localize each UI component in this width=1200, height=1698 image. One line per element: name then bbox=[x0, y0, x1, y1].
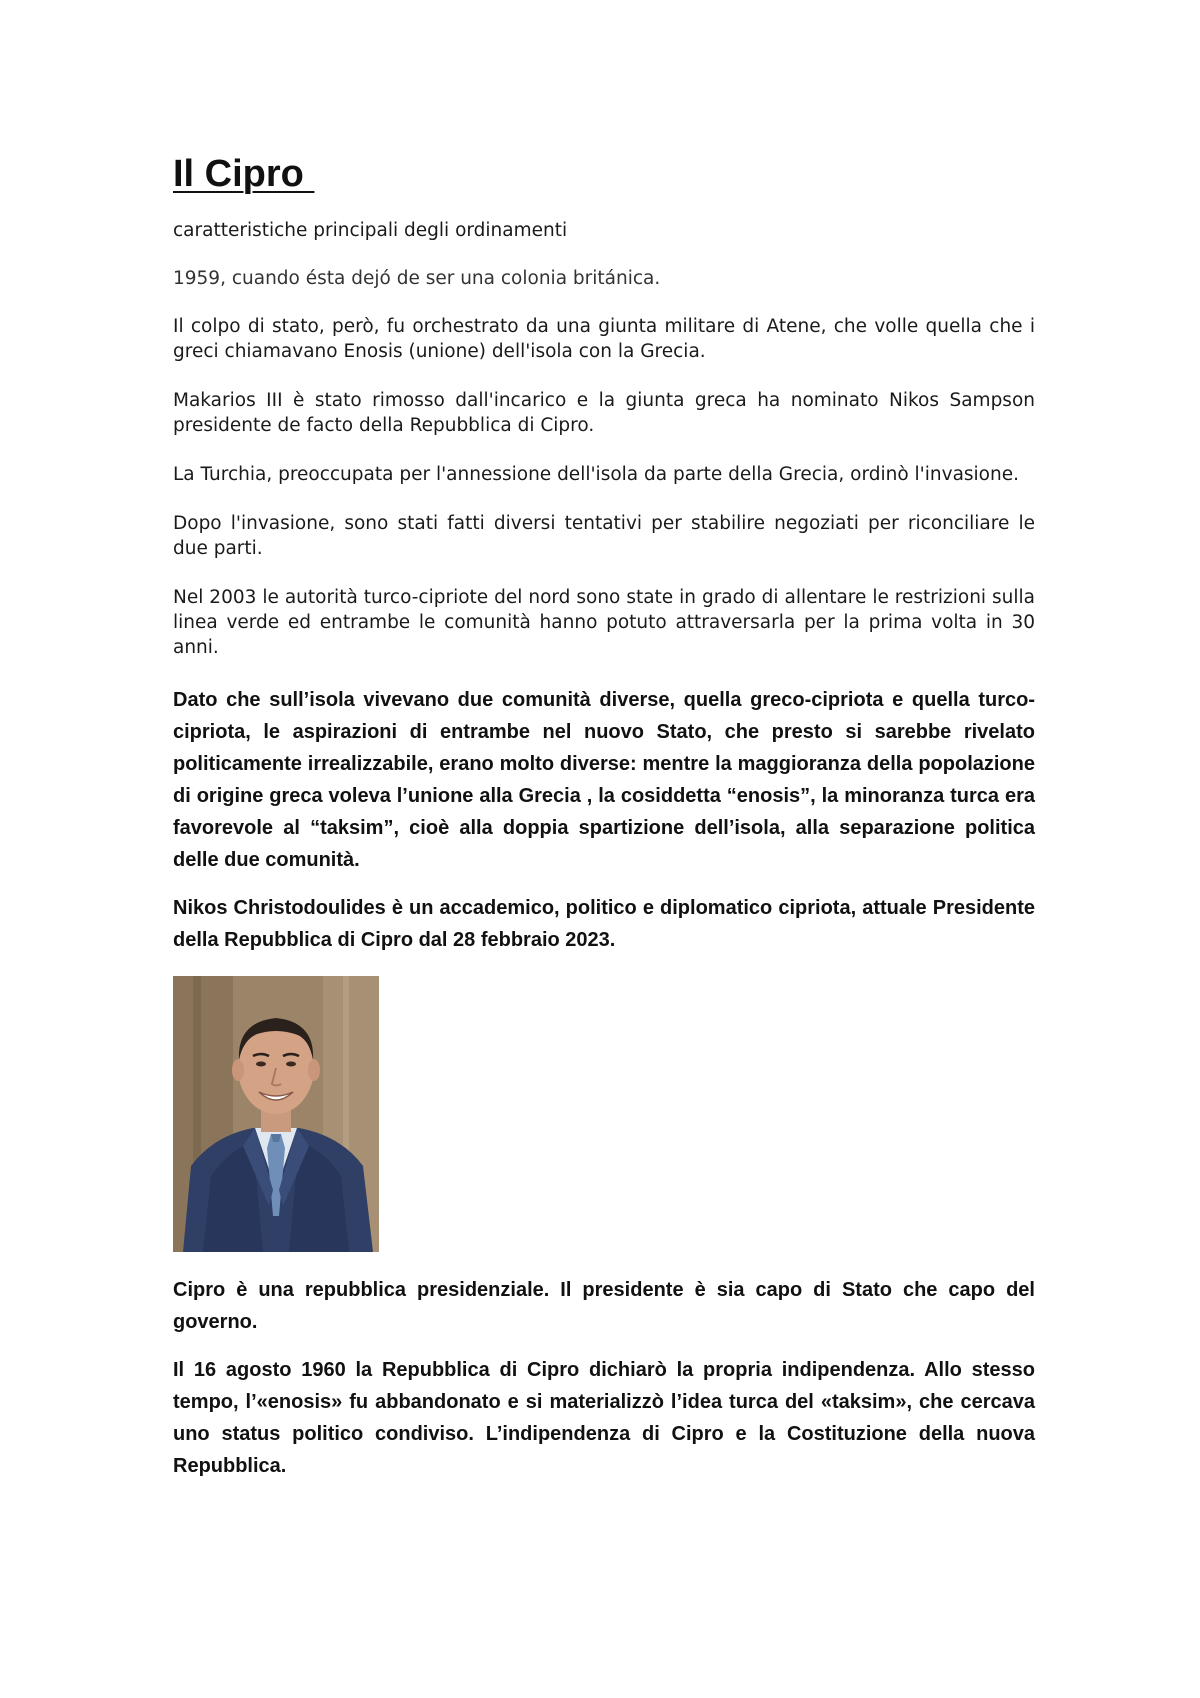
portrait-photo bbox=[173, 976, 379, 1252]
document-subtitle: caratteristiche principali degli ordinamenti bbox=[173, 220, 568, 241]
paragraph-presidential: Cipro è una repubblica presidenziale. Il presidente è sia capo di Stato che capo del governo. bbox=[173, 1279, 1035, 1333]
portrait-icon bbox=[173, 976, 379, 1252]
paragraph-independence: Il 16 agosto 1960 la Repubblica di Cipro dichiarò la propria indipendenza. Allo stesso tempo, l’«enosis» fu abbandonato e si materializzò l’idea turca del «taksim», che cercava uno status politico condiviso. L’indipendenza di Cipro e la Costituzione della nuova Repubblica. bbox=[173, 1359, 1035, 1477]
paragraph-green-line: Nel 2003 le autorità turco-cipriote del nord sono state in grado di allentare le restrizioni sulla linea verde ed entrambe le comunità hanno potuto attraversarla per la prima volta in 30 anni. bbox=[173, 587, 1035, 658]
paragraph-christodoulides: Nikos Christodoulides è un accademico, politico e diplomatico cipriota, attuale Presidente della Repubblica di Cipro dal 28 febbraio 2023. bbox=[173, 897, 1035, 951]
paragraph-turkey: La Turchia, preoccupata per l'annessione dell'isola da parte della Grecia, ordinò l'invasione. bbox=[173, 464, 1019, 485]
document-page bbox=[173, 150, 1035, 1498]
paragraph-coup: Il colpo di stato, però, fu orchestrato da una giunta militare di Atene, che volle quella che i greci chiamavano Enosis (unione) dell'isola con la Grecia. bbox=[173, 316, 1035, 362]
paragraph-communities: Dato che sull’isola vivevano due comunità diverse, quella greco-cipriota e quella turco-cipriota, le aspirazioni di entrambe nel nuovo Stato, che presto si sarebbe rivelato politicamente irrealizzabile, erano molto diverse: mentre la maggioranza della popolazione di origine greca voleva l’unione alla Grecia , la cosiddetta “enosis”, la minoranza turca era favorevole al “taksim”, cioè alla doppia spartizione dell’isola, alla separazione politica delle due comunità. bbox=[173, 689, 1035, 871]
paragraph-makarios: Makarios III è stato rimosso dall'incarico e la giunta greca ha nominato Nikos Sampson presidente de facto della Repubblica di Cipro. bbox=[173, 390, 1035, 436]
intro-line: 1959, cuando ésta dejó de ser una colonia británica. bbox=[173, 268, 661, 289]
document-title: Il Cipro bbox=[173, 153, 315, 195]
paragraph-negotiations: Dopo l'invasione, sono stati fatti diversi tentativi per stabilire negoziati per riconciliare le due parti. bbox=[173, 513, 1035, 559]
